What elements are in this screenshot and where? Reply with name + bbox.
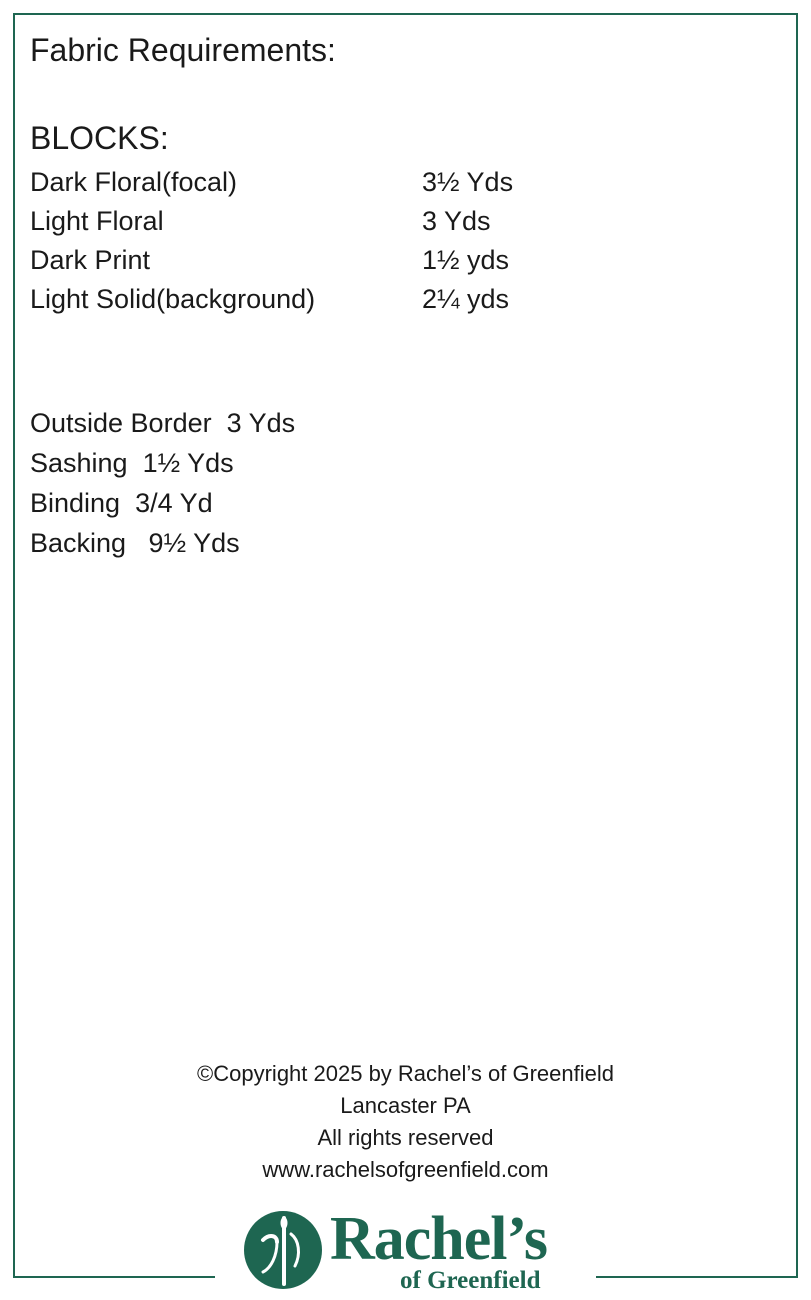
card-border-bottom-right: [596, 1276, 798, 1278]
brand-logo: [240, 1205, 575, 1298]
fabric-row: [30, 280, 730, 319]
extra-fabric-item: Backing 9½ Yds: [30, 527, 240, 558]
blocks-fabric-list: [30, 163, 730, 319]
fabric-name: Dark Print: [30, 245, 151, 275]
card-border-bottom-left: [13, 1276, 215, 1278]
page-title: Fabric Requirements:: [30, 32, 336, 68]
location-line: Lancaster PA: [340, 1093, 471, 1118]
logo-name: Rachel’s: [330, 1205, 547, 1273]
fabric-quantity: 3½ Yds: [422, 167, 514, 197]
fabric-quantity: 3 Yds: [422, 206, 491, 236]
fabric-quantity: 2¼ yds: [422, 284, 510, 314]
card-border-top: [13, 13, 798, 15]
extra-fabric-item: Outside Border 3 Yds: [30, 407, 296, 438]
website-link[interactable]: www.rachelsofgreenfield.com: [262, 1157, 549, 1182]
logo-subtitle: of Greenfield: [400, 1267, 541, 1294]
extra-fabric-item: Binding 3/4 Yd: [30, 487, 213, 518]
fabric-name: Dark Floral(focal): [30, 167, 238, 197]
extra-fabric-item: Sashing 1½ Yds: [30, 447, 234, 478]
blocks-heading: BLOCKS:: [30, 120, 169, 156]
fabric-name: Light Solid(background): [30, 284, 316, 314]
fabric-row: [30, 241, 730, 280]
needle-thread-icon: [243, 1210, 323, 1290]
fabric-row: [30, 163, 730, 202]
extra-fabric-list: [30, 403, 295, 563]
fabric-quantity: 1½ yds: [422, 245, 510, 275]
fabric-row: [30, 202, 730, 241]
rights-line: All rights reserved: [317, 1125, 494, 1150]
fabric-name: Light Floral: [30, 206, 164, 236]
copyright-line: ©Copyright 2025 by Rachel’s of Greenfield: [197, 1061, 614, 1086]
copyright-block: [0, 1058, 811, 1186]
